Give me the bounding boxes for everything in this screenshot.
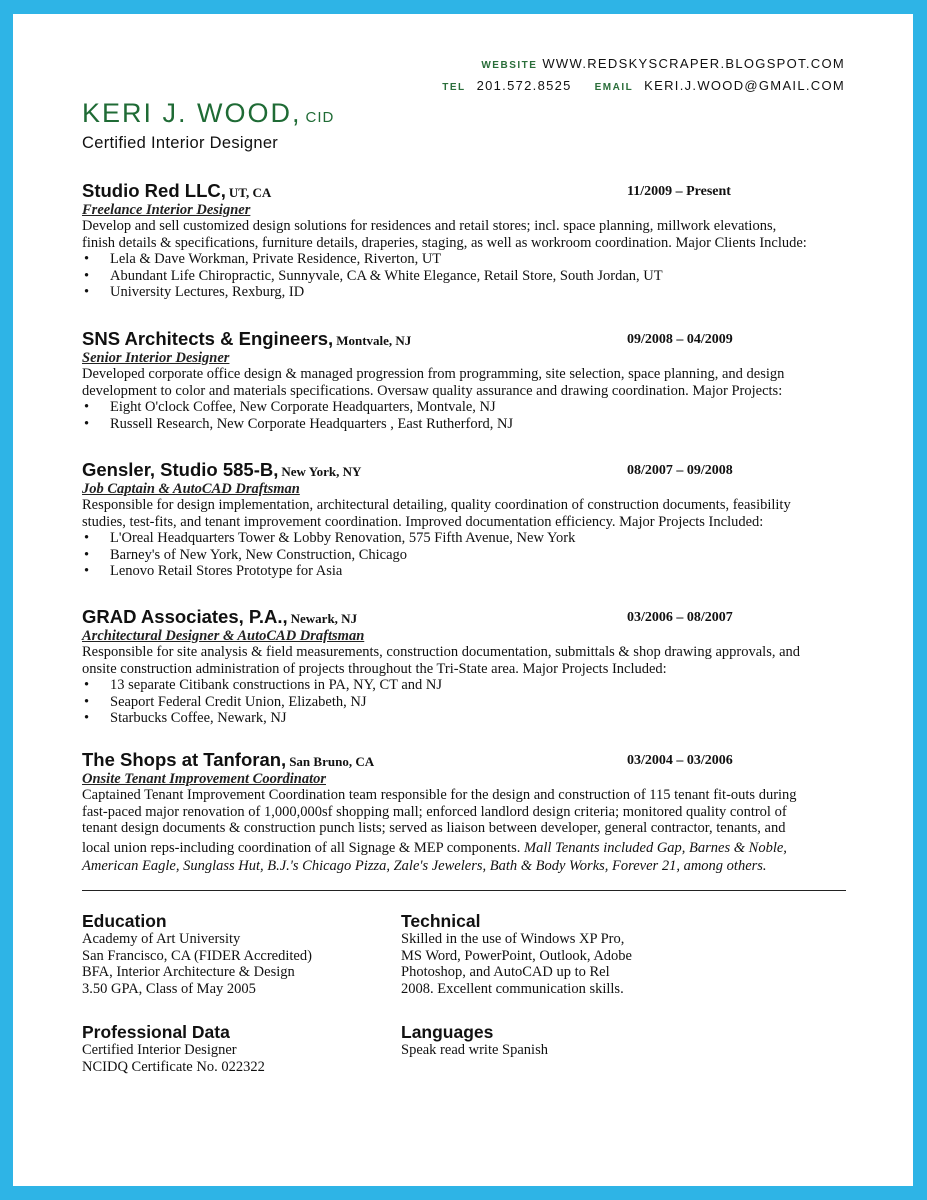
job-header (82, 606, 857, 628)
job-dates: 03/2004 – 03/2006 (627, 753, 733, 768)
desc-line: Developed corporate office design & managed progression from programming, site selection, space planning, and design (82, 366, 785, 382)
job-entry (82, 749, 857, 875)
desc-line: development to color and materials specifications. Oversaw quality assurance and drawing coordination. Major Projects: (82, 382, 783, 399)
company-location: UT, CA (228, 185, 272, 200)
job-header (82, 328, 857, 350)
job-dates: 11/2009 – Present (627, 184, 731, 199)
desc-line: fast-paced major renovation of 1,000,000sf shopping mall; enforced landlord design criteria; monitored quality control of (82, 803, 787, 820)
website-value[interactable]: WWW.REDSKYSCRAPER.BLOGSPOT.COM (542, 56, 845, 71)
job-description (82, 366, 857, 399)
list-item: • Lenovo Retail Stores Prototype for Asia (82, 563, 857, 580)
education-line: 3.50 GPA, Class of May 2005 (82, 980, 256, 997)
tel-value[interactable]: 201.572.8525 (476, 78, 572, 93)
desc-line: tenant design documents & construction punch lists; served as liaison between developer, general contractor, tenants, and (82, 820, 786, 837)
desc-line: studies, test-fits, and tenant improvement coordination. Improved documentation efficiency. Major Projects Included: (82, 513, 764, 530)
education-line: Academy of Art University (82, 931, 241, 947)
education-line: BFA, Interior Architecture & Design (82, 964, 295, 981)
credential: CID (305, 109, 335, 126)
company-location: Newark, NJ (290, 611, 358, 626)
company-location: New York, NY (281, 464, 362, 479)
desc-line: Responsible for site analysis & field measurements, construction documentation, submittals & shop drawing approvals, and (82, 644, 801, 660)
company-name: Gensler, Studio 585-B, (82, 459, 279, 480)
languages-line: Speak read write Spanish (401, 1042, 548, 1058)
company-location: San Bruno, CA (289, 754, 375, 769)
job-role: Freelance Interior Designer (82, 202, 251, 218)
contact-website-row (481, 56, 845, 71)
company-location: Montvale, NJ (336, 333, 412, 348)
desc-line: onsite construction administration of projects throughout the Tri-State area. Major Projects Included: (82, 660, 667, 677)
job-dates: 09/2008 – 04/2009 (627, 332, 733, 347)
email-value[interactable]: KERI.J.WOOD@GMAIL.COM (644, 78, 845, 93)
languages-heading: Languages (401, 1022, 494, 1042)
company-name: The Shops at Tanforan, (82, 749, 287, 770)
job-description (82, 497, 857, 530)
job-highlights (82, 677, 857, 727)
technical-line: Skilled in the use of Windows XP Pro, (401, 931, 625, 947)
resume-page (13, 14, 913, 1186)
education-line: San Francisco, CA (FIDER Accredited) (82, 947, 312, 964)
job-description (82, 644, 857, 677)
job-header (82, 749, 857, 771)
list-item: • Starbucks Coffee, Newark, NJ (82, 710, 857, 727)
contact-phone-email-row (442, 78, 845, 93)
job-role: Senior Interior Designer (82, 350, 230, 366)
company-name: SNS Architects & Engineers, (82, 328, 334, 349)
desc-line: American Eagle, Sunglass Hut, B.J.'s Chicago Pizza, Zale's Jewelers, Bath & Body Works, Forever 21, among others. (82, 858, 767, 875)
name-text: KERI J. WOOD, (82, 98, 302, 128)
technical-line: Photoshop, and AutoCAD up to Rel (401, 964, 610, 981)
job-dates: 08/2007 – 09/2008 (627, 463, 733, 478)
job-description (82, 787, 857, 875)
job-entry (82, 328, 857, 432)
job-role: Onsite Tenant Improvement Coordinator (82, 771, 326, 787)
section-divider (82, 890, 846, 891)
desc-line: Captained Tenant Improvement Coordination team responsible for the design and construction of 115 tenant fit-outs during (82, 787, 797, 803)
company-name: Studio Red LLC, (82, 180, 226, 201)
professional-data-heading: Professional Data (82, 1022, 230, 1042)
list-item: • University Lectures, Rexburg, ID (82, 284, 857, 301)
job-description (82, 218, 857, 251)
desc-text: local union reps-including coordination of all Signage & MEP components. (82, 839, 521, 856)
job-highlights (82, 399, 857, 432)
candidate-name (82, 98, 334, 129)
job-role: Job Captain & AutoCAD Draftsman (82, 481, 300, 497)
job-dates: 03/2006 – 08/2007 (627, 610, 733, 625)
desc-line: finish details & specifications, furniture details, draperies, staging, as well as workroom coordination. Major Clients Include: (82, 234, 807, 251)
technical-line: 2008. Excellent communication skills. (401, 980, 624, 997)
desc-line (82, 840, 857, 857)
desc-line: Responsible for design implementation, architectural detailing, quality coordination of construction documents, feasibility (82, 497, 791, 513)
list-item: • Russell Research, New Corporate Headquarters , East Rutherford, NJ (82, 416, 857, 433)
list-item: • Eight O'clock Coffee, New Corporate Headquarters, Montvale, NJ (82, 399, 857, 416)
job-role: Architectural Designer & AutoCAD Draftsman (82, 628, 365, 644)
list-item: • 13 separate Citibank constructions in PA, NY, CT and NJ (82, 677, 857, 694)
job-entry (82, 606, 857, 727)
list-item: • L'Oreal Headquarters Tower & Lobby Renovation, 575 Fifth Avenue, New York (82, 530, 857, 547)
job-entry (82, 180, 857, 301)
technical-line: MS Word, PowerPoint, Outlook, Adobe (401, 947, 632, 964)
desc-line: Develop and sell customized design solutions for residences and retail stores; incl. space planning, millwork elevations, (82, 218, 777, 234)
education-section (82, 911, 312, 997)
technical-heading: Technical (401, 911, 481, 931)
job-highlights (82, 251, 857, 301)
website-label: WEBSITE (481, 60, 538, 71)
company-name: GRAD Associates, P.A., (82, 606, 288, 627)
professional-data-section (82, 1022, 265, 1075)
desc-italic-text: Mall Tenants included Gap, Barnes & Noble, (524, 839, 787, 856)
professional-line: Certified Interior Designer (82, 1042, 237, 1058)
list-item: • Abundant Life Chiropractic, Sunnyvale, CA & White Elegance, Retail Store, South Jordan, UT (82, 268, 857, 285)
education-heading: Education (82, 911, 167, 931)
candidate-title: Certified Interior Designer (82, 134, 279, 152)
job-highlights (82, 530, 857, 580)
tel-label: TEL (442, 82, 466, 93)
job-header (82, 459, 857, 481)
list-item: • Seaport Federal Credit Union, Elizabeth, NJ (82, 694, 857, 711)
technical-section (401, 911, 632, 997)
email-label: EMAIL (594, 82, 634, 93)
job-header (82, 180, 857, 202)
job-entry (82, 459, 857, 580)
languages-section (401, 1022, 548, 1059)
professional-line: NCIDQ Certificate No. 022322 (82, 1058, 265, 1075)
list-item: • Barney's of New York, New Construction, Chicago (82, 547, 857, 564)
list-item: • Lela & Dave Workman, Private Residence, Riverton, UT (82, 251, 857, 268)
